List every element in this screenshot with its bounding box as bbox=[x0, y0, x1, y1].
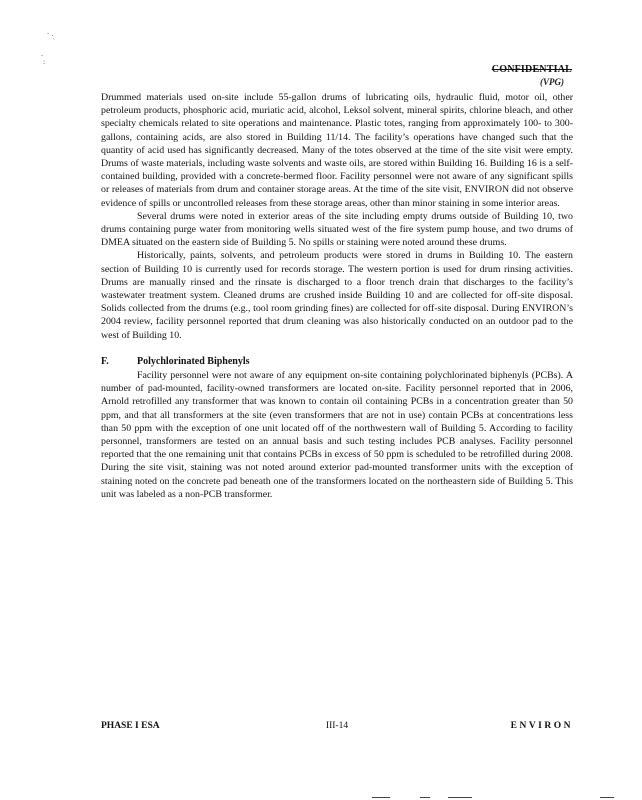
page-footer bbox=[101, 721, 573, 735]
section-heading bbox=[101, 355, 573, 368]
scan-artifact: ·. bbox=[46, 30, 55, 38]
scan-artifact-line bbox=[600, 797, 614, 798]
document-body bbox=[101, 91, 573, 501]
page-number: III-14 bbox=[325, 721, 349, 731]
scan-artifact: ` bbox=[52, 38, 57, 46]
footer-document-type: PHASE I ESA bbox=[101, 721, 160, 731]
section-letter: F. bbox=[101, 355, 109, 367]
scan-artifact: . bbox=[40, 50, 45, 58]
paragraph-pcbs: Facility personnel were not aware of any equipment on-site containing polychlorinated biphenyls (PCBs). A number of pad-mounted, facility-owned transformers are located on-site. Facility personnel reported that in 2006, Arnold retrofilled any transformer that was known to contain oil containing PCBs in a concentration greater than 50 ppm, and that all transformers at the site (even transformers that are not in use) contain PCBs at concentrations less than 50 ppm with the exception of one unit located off of the northwestern wall of Building 5. According to facility personnel, transformers are tested on an annual basis and such testing includes PCB analyses. Facility personnel reported that the one remaining unit that contains PCBs in excess of 50 ppm is scheduled to be retrofilled during 2008. During the site visit, staining was not noted around exterior pad-mounted transformer units with the exception of staining noted on the concrete pad beneath one of the transformers located on the northeastern side of Building 5. This unit was labeled as a non-PCB transformer. bbox=[101, 370, 573, 500]
scan-artifact: : bbox=[42, 58, 47, 66]
confidential-stamp: CONFIDENTIAL bbox=[491, 64, 572, 75]
scan-artifact-line bbox=[372, 797, 390, 798]
footer-company: ENVIRON bbox=[510, 721, 573, 731]
section-title: Polychlorinated Biphenyls bbox=[137, 355, 250, 367]
scan-artifact-line bbox=[420, 797, 430, 798]
scan-artifact-line bbox=[448, 797, 472, 798]
handwritten-initials: (VPG) bbox=[540, 77, 564, 87]
paragraph-exterior-drums: Several drums were noted in exterior areas of the site including empty drums outside of Building 10, two drums containing purge water from monitoring wells situated west of the fire system pump house, and two drums of DMEA situated on the eastern side of Building 5. No spills or staining were noted around these drums. bbox=[101, 210, 573, 249]
paragraph-drummed-materials: Drummed materials used on-site include 55-gallon drums of lubricating oils, hydraulic fluid, motor oil, other petroleum products, phosphoric acid, muriatic acid, alcohol, Leksol solvent, mineral spirits, chlorine bleach, and other specialty chemicals related to site operations and maintenance. Plastic totes, ranging from approximately 100- to 300-gallons, containing acids, are also stored in Building 11/14. The facility’s operations have changed such that the quantity of acid used has significantly decreased. Many of the totes observed at the time of the site visit were empty. Drums of waste materials, including waste solvents and waste oils, are stored within Building 16. Building 16 is a self-contained building, provided with a concrete-bermed floor. Facility personnel were not aware of any significant spills or releases of materials from drum and container storage areas. At the time of the site visit, ENVIRON did not observe evidence of spills or uncontrolled releases from these storage areas, other than minor staining in some interior areas. bbox=[101, 92, 573, 209]
paragraph-historical-drum-storage: Historically, paints, solvents, and petroleum products were stored in drums in Building 10. The eastern section of Building 10 is currently used for records storage. The western portion is used for drum rinsing activities. Drums are manually rinsed and the rinsate is discharged to a floor trench drain that discharges to the facility’s wastewater treatment system. Cleaned drums are crushed inside Building 10 and are collected for off-site disposal. Solids collected from the drums (e.g., tool room grinding fines) are collected for off-site disposal. During ENVIRON’s 2004 review, facility personnel reported that drum cleaning was also historically conducted on an outdoor pad to the west of Building 10. bbox=[101, 250, 573, 341]
